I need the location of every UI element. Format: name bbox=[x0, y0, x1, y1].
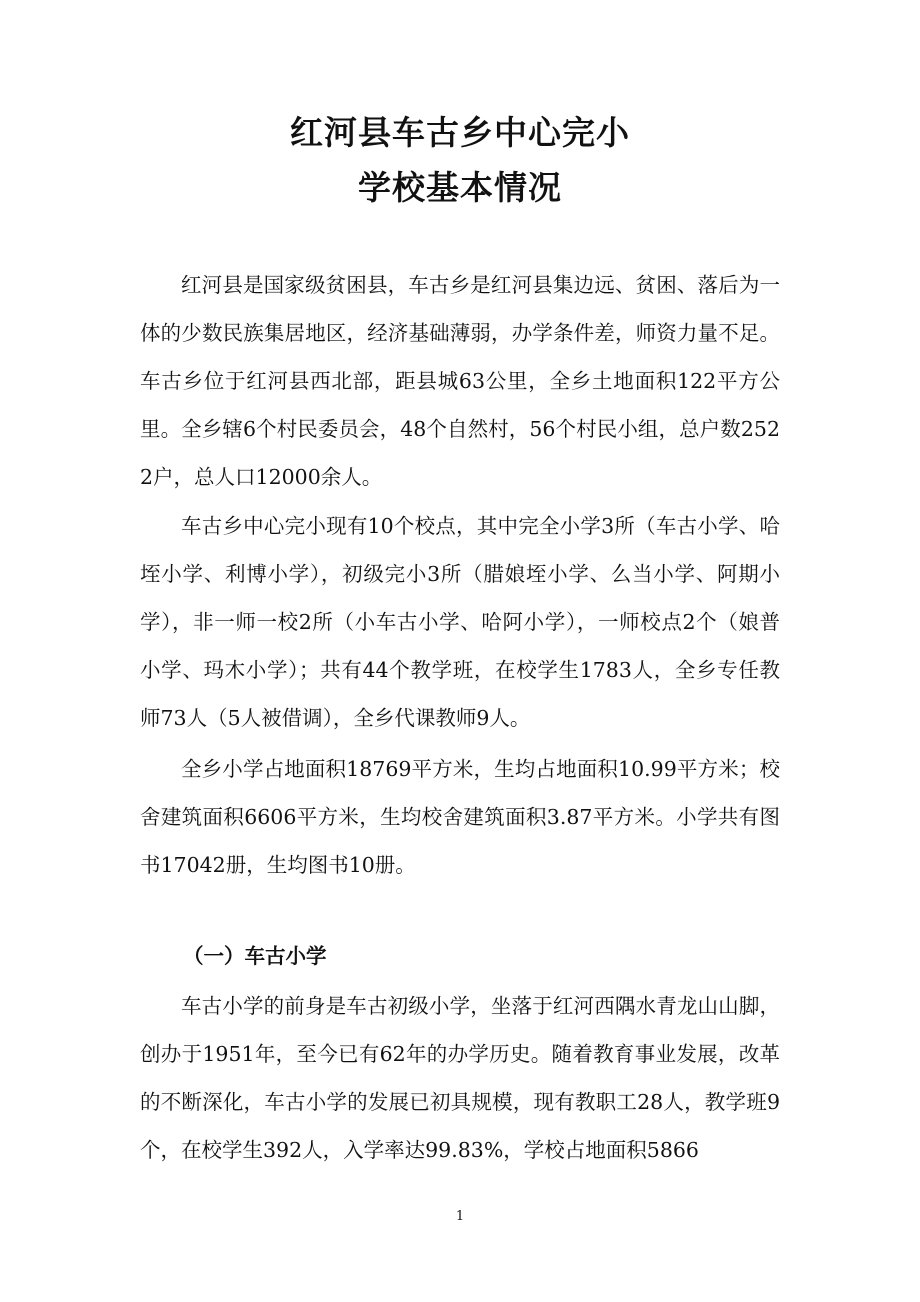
section-heading-chegu-primary: （一）车古小学 bbox=[183, 944, 327, 968]
paragraph-county-overview: 红河县是国家级贫困县，车古乡是红河县集边远、贫困、落后为一体的少数民族集居地区，经济基础薄弱，办学条件差，师资力量不足。车古乡位于红河县西北部，距县城63公里，全乡土地面积122平方公里。全乡辖6个村民委员会，48个自然村，56个村民小组，总户数2522户，总人口12000余人。 bbox=[140, 273, 780, 489]
paragraph-chegu-primary: 车古小学的前身是车古初级小学，坐落于红河西隅水青龙山山脚，创办于1951年，至今已有62年的办学历史。随着教育事业发展，改革的不断深化，车古小学的发展已初具规模，现有教职工28人，教学班9个，在校学生392人，入学率达99.83%，学校占地面积5866 bbox=[140, 994, 780, 1162]
paragraph-facilities: 全乡小学占地面积18769平方米，生均占地面积10.99平方米；校舍建筑面积6606平方米，生均校舍建筑面积3.87平方米。小学共有图书17042册，生均图书10册。 bbox=[140, 757, 780, 877]
page-number: 1 bbox=[455, 1209, 465, 1224]
document-title-line-2: 学校基本情况 bbox=[358, 168, 562, 207]
paragraph-school-sites: 车古乡中心完小现有10个校点，其中完全小学3所（车古小学、哈垤小学、利博小学），初级完小3所（腊娘垤小学、么当小学、阿期小学），非一师一校2所（小车古小学、哈阿小学），一师校点2个（娘普小学、玛木小学）；共有44个教学班，在校学生1783人，全乡专任教师73人（5人被借调），全乡代课教师9人。 bbox=[140, 514, 780, 730]
document-title-line-1: 红河县车古乡中心完小 bbox=[290, 113, 630, 152]
